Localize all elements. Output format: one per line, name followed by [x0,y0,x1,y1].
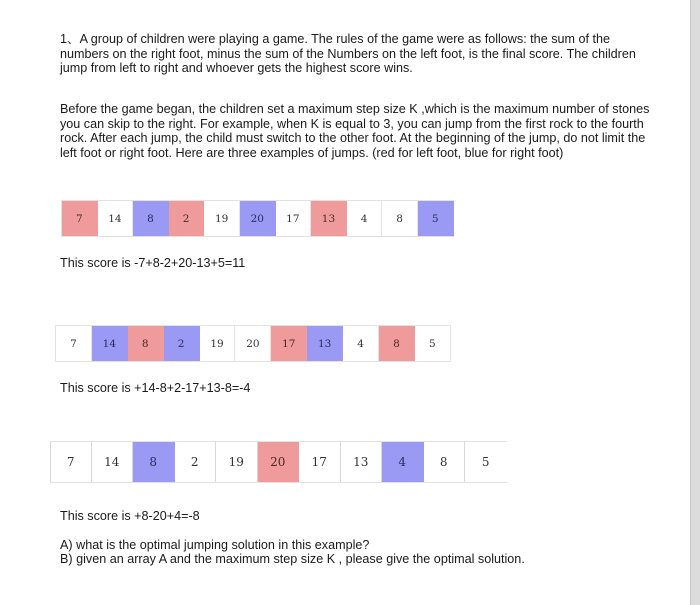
array-cell: 19 [200,326,236,361]
array-cell: 7 [50,442,92,482]
array-cell-right-foot: 8 [133,201,169,236]
example-2-score: This score is +14-8+2-17+13-8=-4 [60,381,251,395]
array-cell-right-foot: 14 [92,326,128,361]
array-cell-right-foot: 2 [164,326,200,361]
array-cell: 14 [98,201,134,236]
array-cell: 5 [481,455,490,469]
array-cell: 7 [56,326,92,361]
array-cell-right-foot: 4 [382,442,424,482]
array-cell-left-foot: 17 [271,326,307,361]
array-cell-right-foot: 20 [240,201,276,236]
example-1-score: This score is -7+8-2+20-13+5=11 [60,256,246,270]
array-cell: 8 [424,442,466,482]
array-cell-left-foot: 8 [379,326,415,361]
array-cell: 5 [415,326,451,361]
array-cell-left-foot: 20 [258,442,300,482]
array-cell-left-foot: 2 [169,201,205,236]
array-cell: 17 [276,201,312,236]
array-cell: 4 [347,201,383,236]
example-1-array [61,200,454,237]
array-cell: 8 [382,201,418,236]
array-cell: 19 [204,201,240,236]
array-cell: 2 [175,442,217,482]
question-b: B) given an array A and the maximum step size K , please give the optimal solution. [60,552,525,566]
array-cell-left-foot: 13 [311,201,347,236]
array-cell: 20 [235,326,271,361]
example-2-array [55,325,451,362]
example-3-array [50,441,507,483]
array-cell: 19 [216,442,258,482]
problem-paragraph-2: Before the game began, the children set a maximum step size K ,which is the maximum number of stones you can skip to the right. For example, when K is equal to 3, you can jump from the first rock to the fourth rock. After each jump, the child must switch to the other foot. At the beginning of the jump, do not limit the left foot or right foot. Here are three examples of jumps. (red for left foot, blue for right foot) [60,102,650,160]
side-panel [690,0,700,605]
array-cell-right-foot: 13 [307,326,343,361]
example-3-score: This score is +8-20+4=-8 [60,509,200,523]
array-cell-right-foot: 5 [418,201,454,236]
problem-paragraph-1: 1、A group of children were playing a game. The rules of the game were as follows: the sum of the numbers on the right foot, minus the sum of the Numbers on the left foot, is the final score. The children jump from left to right and whoever gets the highest score wins. [60,32,636,76]
array-cell: 4 [343,326,379,361]
array-cell: 13 [341,442,383,482]
array-cell: 14 [92,442,134,482]
array-cell-left-foot: 8 [128,326,164,361]
array-cell-left-foot: 7 [62,201,98,236]
question-a: A) what is the optimal jumping solution in this example? [60,538,370,552]
array-cell-right-foot: 8 [133,442,175,482]
array-cell: 17 [299,442,341,482]
